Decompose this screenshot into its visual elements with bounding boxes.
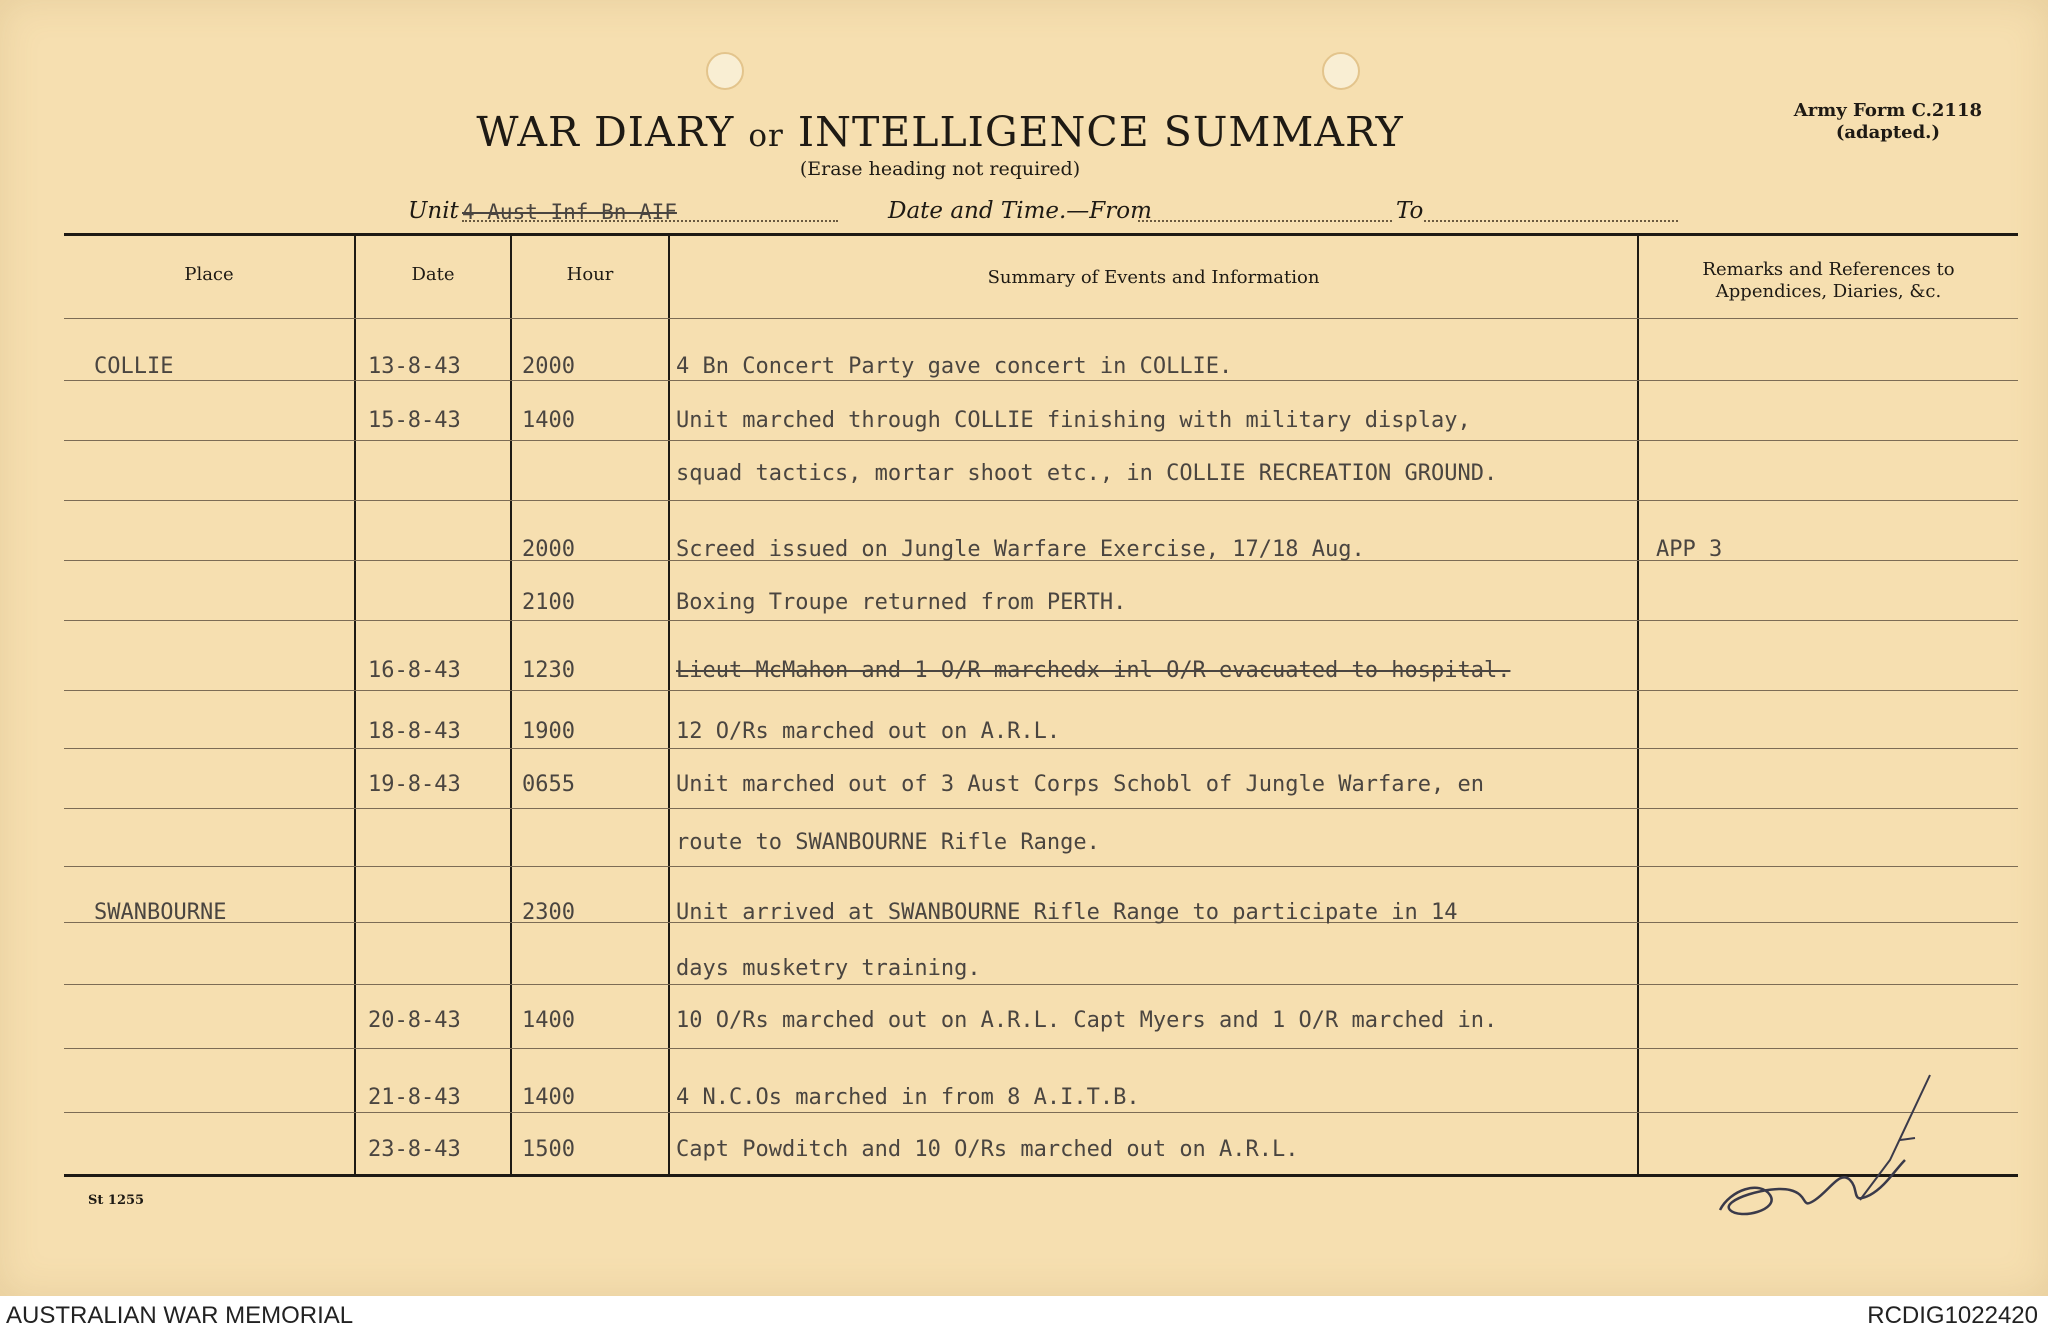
title-main: WAR DIARY bbox=[476, 108, 735, 156]
print-code: St 1255 bbox=[88, 1193, 145, 1208]
date-cell: 13-8-43 bbox=[368, 354, 461, 379]
summary-cell: 12 O/Rs marched out on A.R.L. bbox=[676, 719, 1061, 744]
col-divider bbox=[354, 236, 356, 1174]
remarks-cell: APP 3 bbox=[1656, 537, 1723, 562]
hour-cell: 1400 bbox=[522, 408, 575, 433]
table-top-rule bbox=[64, 233, 2018, 236]
summary-cell: 10 O/Rs marched out on A.R.L. Capt Myers and 1 O/R marched in. bbox=[676, 1008, 1498, 1033]
summary-cell: Boxing Troupe returned from PERTH. bbox=[676, 590, 1127, 615]
ruled-line bbox=[64, 808, 2018, 809]
punch-hole bbox=[706, 52, 744, 90]
date-cell: 20-8-43 bbox=[368, 1008, 461, 1033]
unit-label: Unit bbox=[408, 198, 459, 224]
hour-cell: 1900 bbox=[522, 719, 575, 744]
army-form-ref bbox=[1794, 100, 1982, 144]
ruled-line bbox=[64, 866, 2018, 867]
summary-cell: Screed issued on Jungle Warfare Exercise, 17/18 Aug. bbox=[676, 537, 1365, 562]
to-dotted-line bbox=[1424, 220, 1678, 222]
ruled-line bbox=[64, 748, 2018, 749]
ruled-line bbox=[64, 1048, 2018, 1049]
col-divider bbox=[668, 236, 670, 1174]
header-rule bbox=[64, 318, 2018, 319]
col-divider bbox=[510, 236, 512, 1174]
col-head-summary: Summary of Events and Information bbox=[987, 267, 1320, 288]
unit-value: 4 Aust Inf Bn AIF bbox=[462, 200, 677, 224]
summary-cell: squad tactics, mortar shoot etc., in COLLIE RECREATION GROUND. bbox=[676, 461, 1498, 486]
ruled-line bbox=[64, 690, 2018, 691]
ruled-line bbox=[64, 440, 2018, 441]
hour-cell: 0655 bbox=[522, 772, 575, 797]
ruled-line bbox=[64, 380, 2018, 381]
date-cell: 18-8-43 bbox=[368, 719, 461, 744]
summary-cell: days musketry training. bbox=[676, 956, 981, 981]
form-subtitle: (Erase heading not required) bbox=[799, 158, 1081, 180]
title-or: or bbox=[748, 118, 784, 154]
summary-cell: Capt Powditch and 10 O/Rs marched out on A.R.L. bbox=[676, 1137, 1299, 1162]
col-divider bbox=[1637, 236, 1639, 1174]
hour-cell: 2000 bbox=[522, 537, 575, 562]
date-cell: 23-8-43 bbox=[368, 1137, 461, 1162]
credit-institution: AUSTRALIAN WAR MEMORIAL bbox=[6, 1302, 354, 1329]
hour-cell: 1400 bbox=[522, 1008, 575, 1033]
title-rest: INTELLIGENCE SUMMARY bbox=[797, 108, 1404, 156]
summary-cell: 4 Bn Concert Party gave concert in COLLIE. bbox=[676, 354, 1233, 379]
place-cell: COLLIE bbox=[94, 354, 174, 379]
credit-record-id: RCDIG1022420 bbox=[1867, 1302, 2038, 1329]
summary-cell: Unit marched out of 3 Aust Corps Schobl of Jungle Warfare, en bbox=[676, 772, 1484, 797]
date-time-label: Date and Time.—From bbox=[888, 198, 1152, 224]
hour-cell: 2100 bbox=[522, 590, 575, 615]
to-label: To bbox=[1396, 198, 1424, 224]
hour-cell: 2000 bbox=[522, 354, 575, 379]
hour-cell: 1230 bbox=[522, 658, 575, 683]
col-head-remarks-line1: Remarks and References to bbox=[1702, 259, 1955, 280]
form-title bbox=[0, 108, 1880, 156]
col-head-hour: Hour bbox=[566, 264, 614, 285]
col-head-remarks bbox=[1639, 259, 2018, 303]
ruled-line bbox=[64, 620, 2018, 621]
hour-cell: 1400 bbox=[522, 1085, 575, 1110]
army-form-line1: Army Form C.2118 bbox=[1793, 100, 1982, 121]
summary-cell: 4 N.C.Os marched in from 8 A.I.T.B. bbox=[676, 1085, 1140, 1110]
hour-cell: 2300 bbox=[522, 900, 575, 925]
date-cell: 21-8-43 bbox=[368, 1085, 461, 1110]
hour-cell: 1500 bbox=[522, 1137, 575, 1162]
summary-cell: Lieut McMahon and 1 O/R marchedx inl O/R evacuated to hospital. bbox=[676, 658, 1511, 683]
ruled-line bbox=[64, 500, 2018, 501]
from-dotted-line bbox=[1138, 220, 1392, 222]
summary-cell: Unit arrived at SWANBOURNE Rifle Range to participate in 14 bbox=[676, 900, 1458, 925]
col-head-place: Place bbox=[184, 264, 234, 285]
ruled-line bbox=[64, 984, 2018, 985]
date-cell: 15-8-43 bbox=[368, 408, 461, 433]
date-cell: 19-8-43 bbox=[368, 772, 461, 797]
summary-cell: route to SWANBOURNE Rifle Range. bbox=[676, 830, 1100, 855]
signature bbox=[1700, 1060, 1940, 1240]
place-cell: SWANBOURNE bbox=[94, 900, 227, 925]
army-form-line2: (adapted.) bbox=[1835, 122, 1940, 143]
summary-cell: Unit marched through COLLIE finishing with military display, bbox=[676, 408, 1471, 433]
punch-hole bbox=[1322, 52, 1360, 90]
col-head-date: Date bbox=[411, 264, 455, 285]
date-cell: 16-8-43 bbox=[368, 658, 461, 683]
col-head-remarks-line2: Appendices, Diaries, &c. bbox=[1715, 281, 1942, 302]
